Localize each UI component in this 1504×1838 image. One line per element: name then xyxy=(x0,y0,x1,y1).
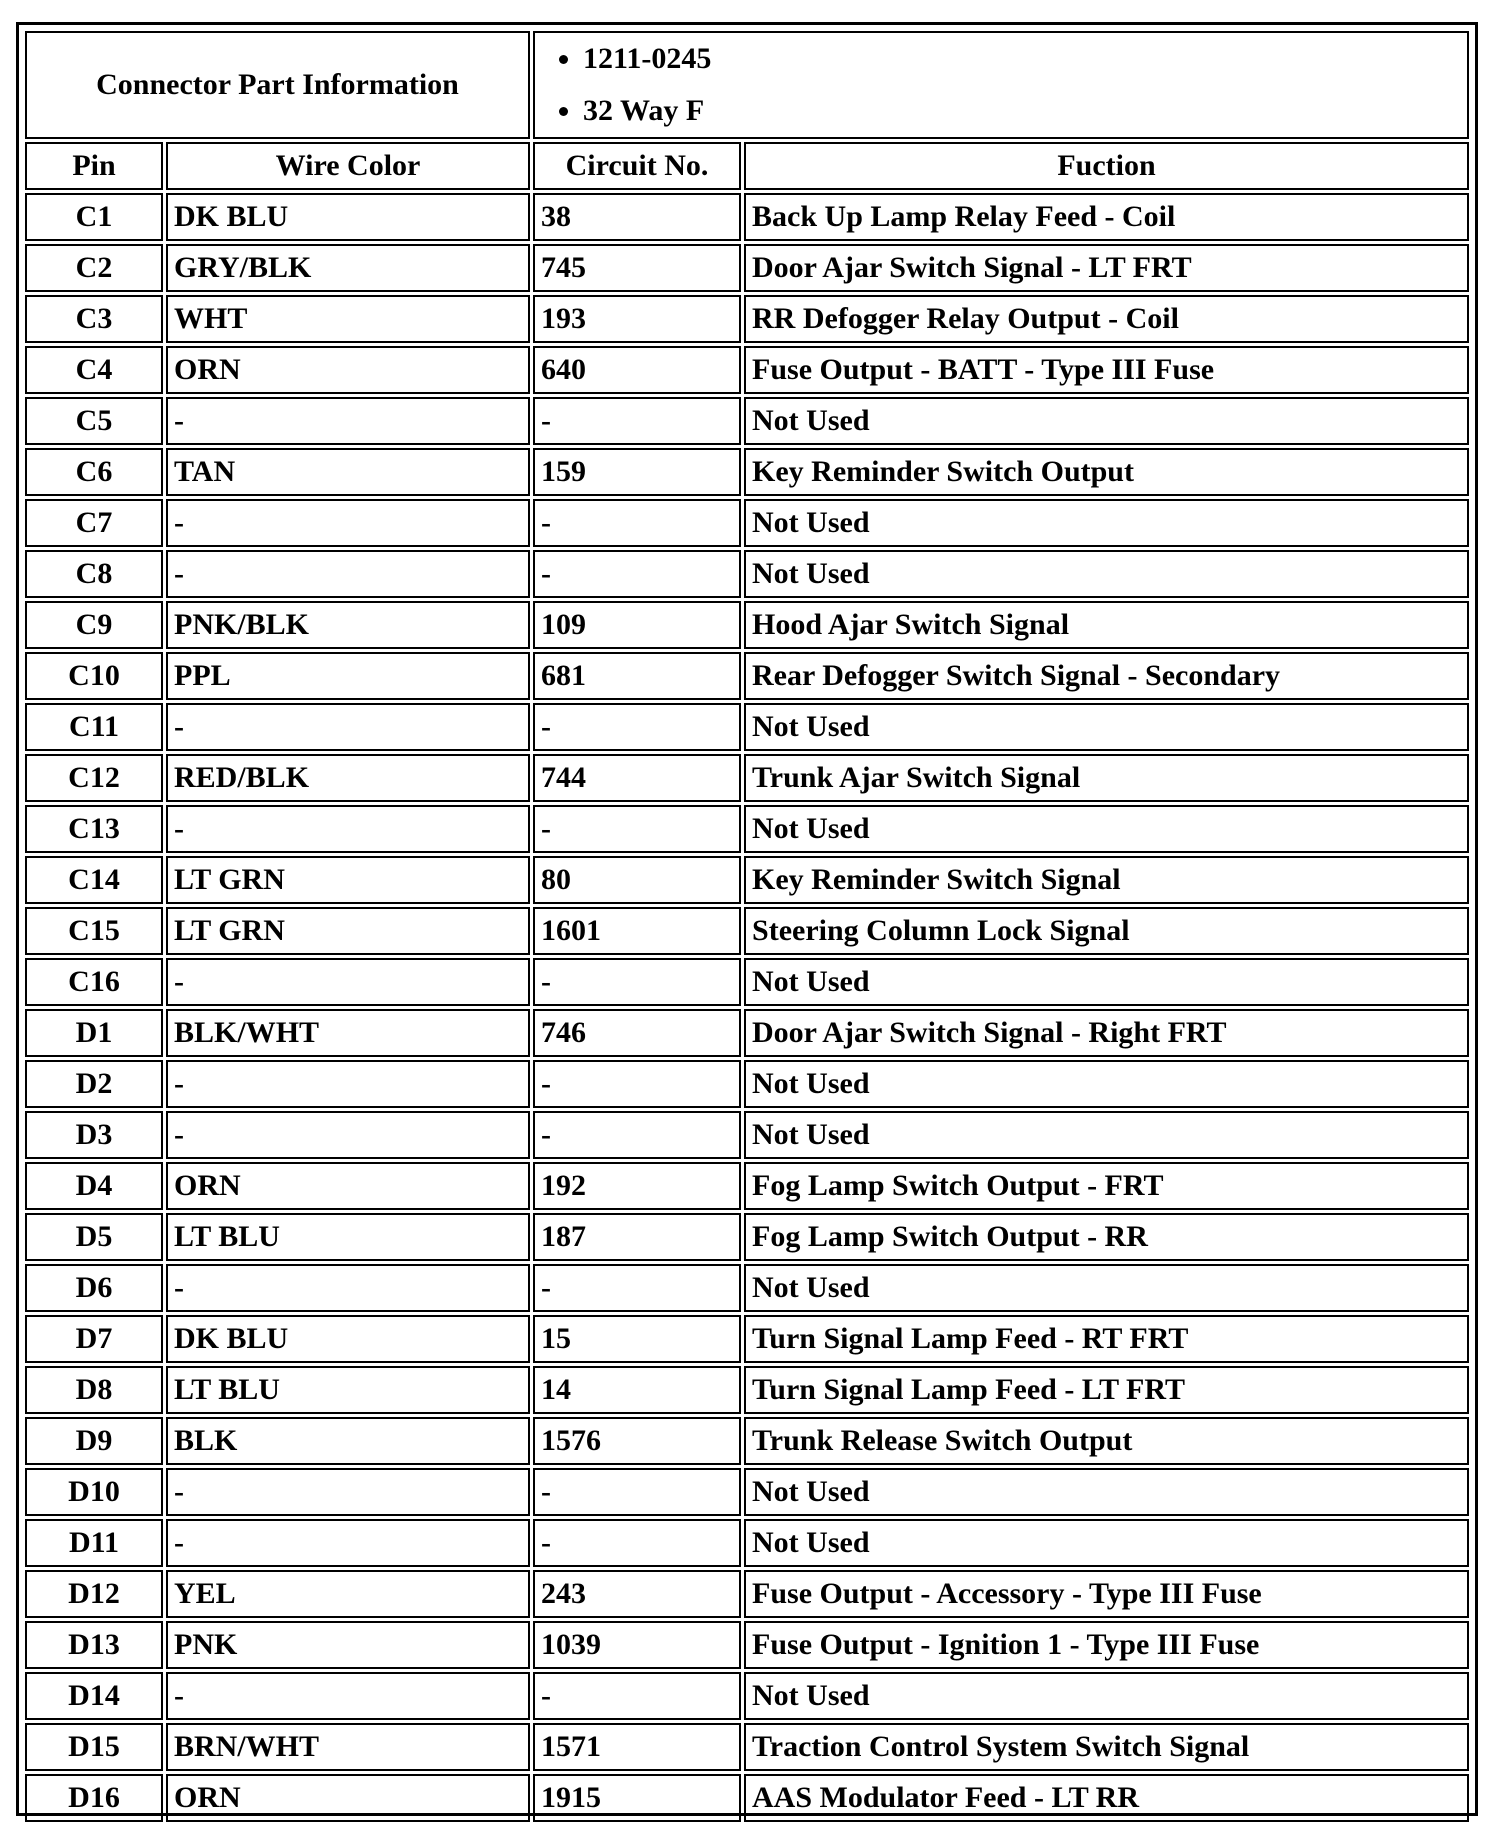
table-row xyxy=(25,1468,1469,1516)
wire-color-cell: - xyxy=(166,1519,530,1567)
wire-color-cell: LT GRN xyxy=(166,907,530,955)
circuit-cell: 681 xyxy=(533,652,741,700)
wire-color-cell: PPL xyxy=(166,652,530,700)
circuit-cell: - xyxy=(533,397,741,445)
circuit-cell: 109 xyxy=(533,601,741,649)
function-cell: Turn Signal Lamp Feed - LT FRT xyxy=(744,1366,1469,1414)
connector-info-label: Connector Part Information xyxy=(25,31,530,139)
circuit-cell: 1915 xyxy=(533,1774,741,1822)
header-function: Fuction xyxy=(744,142,1469,190)
pin-cell: D9 xyxy=(25,1417,163,1465)
function-cell: Not Used xyxy=(744,1468,1469,1516)
table-header-row xyxy=(25,142,1469,190)
table-row xyxy=(25,244,1469,292)
wire-color-cell: YEL xyxy=(166,1570,530,1618)
pin-cell: C9 xyxy=(25,601,163,649)
circuit-cell: 640 xyxy=(533,346,741,394)
pin-cell: C14 xyxy=(25,856,163,904)
header-pin: Pin xyxy=(25,142,163,190)
circuit-cell: 80 xyxy=(533,856,741,904)
table-row xyxy=(25,856,1469,904)
table-row xyxy=(25,1264,1469,1312)
circuit-cell: 745 xyxy=(533,244,741,292)
connector-table-frame xyxy=(16,22,1478,1816)
table-row xyxy=(25,397,1469,445)
pin-cell: C6 xyxy=(25,448,163,496)
wire-color-cell: WHT xyxy=(166,295,530,343)
wire-color-cell: LT GRN xyxy=(166,856,530,904)
table-row xyxy=(25,1162,1469,1210)
circuit-cell: 243 xyxy=(533,1570,741,1618)
function-cell: AAS Modulator Feed - LT RR xyxy=(744,1774,1469,1822)
function-cell: Traction Control System Switch Signal xyxy=(744,1723,1469,1771)
circuit-cell: 187 xyxy=(533,1213,741,1261)
pin-cell: D15 xyxy=(25,1723,163,1771)
table-row xyxy=(25,1621,1469,1669)
circuit-cell: - xyxy=(533,958,741,1006)
header-circuit: Circuit No. xyxy=(533,142,741,190)
header-wire-color: Wire Color xyxy=(166,142,530,190)
function-cell: Fog Lamp Switch Output - FRT xyxy=(744,1162,1469,1210)
wire-color-cell: RED/BLK xyxy=(166,754,530,802)
table-row xyxy=(25,1417,1469,1465)
table-row xyxy=(25,1366,1469,1414)
function-cell: Not Used xyxy=(744,1519,1469,1567)
wire-color-cell: - xyxy=(166,1672,530,1720)
wire-color-cell: - xyxy=(166,1468,530,1516)
pin-cell: D14 xyxy=(25,1672,163,1720)
circuit-cell: - xyxy=(533,1468,741,1516)
wire-color-cell: BRN/WHT xyxy=(166,1723,530,1771)
circuit-cell: 1576 xyxy=(533,1417,741,1465)
table-row xyxy=(25,754,1469,802)
function-cell: RR Defogger Relay Output - Coil xyxy=(744,295,1469,343)
table-row xyxy=(25,1315,1469,1363)
wire-color-cell: - xyxy=(166,550,530,598)
pin-cell: C12 xyxy=(25,754,163,802)
pin-cell: D16 xyxy=(25,1774,163,1822)
pin-cell: D13 xyxy=(25,1621,163,1669)
pin-cell: D2 xyxy=(25,1060,163,1108)
pin-cell: D12 xyxy=(25,1570,163,1618)
table-row xyxy=(25,601,1469,649)
pin-cell: C16 xyxy=(25,958,163,1006)
wire-color-cell: DK BLU xyxy=(166,1315,530,1363)
circuit-cell: - xyxy=(533,805,741,853)
table-row xyxy=(25,703,1469,751)
wire-color-cell: PNK/BLK xyxy=(166,601,530,649)
circuit-cell: - xyxy=(533,1519,741,1567)
table-row xyxy=(25,1519,1469,1567)
wire-color-cell: - xyxy=(166,703,530,751)
pin-cell: C8 xyxy=(25,550,163,598)
table-row xyxy=(25,499,1469,547)
circuit-cell: 15 xyxy=(533,1315,741,1363)
wire-color-cell: GRY/BLK xyxy=(166,244,530,292)
function-cell: Fuse Output - Ignition 1 - Type III Fuse xyxy=(744,1621,1469,1669)
table-row xyxy=(25,1009,1469,1057)
table-row xyxy=(25,193,1469,241)
wire-color-cell: - xyxy=(166,1111,530,1159)
pin-cell: C2 xyxy=(25,244,163,292)
wire-color-cell: ORN xyxy=(166,1162,530,1210)
wire-color-cell: - xyxy=(166,1060,530,1108)
connector-info-row xyxy=(25,31,1469,139)
wire-color-cell: PNK xyxy=(166,1621,530,1669)
wire-color-cell: - xyxy=(166,1264,530,1312)
circuit-cell: - xyxy=(533,703,741,751)
function-cell: Not Used xyxy=(744,703,1469,751)
function-cell: Turn Signal Lamp Feed - RT FRT xyxy=(744,1315,1469,1363)
wire-color-cell: - xyxy=(166,805,530,853)
pin-cell: D3 xyxy=(25,1111,163,1159)
function-cell: Hood Ajar Switch Signal xyxy=(744,601,1469,649)
pin-cell: D11 xyxy=(25,1519,163,1567)
function-cell: Door Ajar Switch Signal - LT FRT xyxy=(744,244,1469,292)
pin-cell: C5 xyxy=(25,397,163,445)
wire-color-cell: - xyxy=(166,499,530,547)
function-cell: Trunk Ajar Switch Signal xyxy=(744,754,1469,802)
function-cell: Back Up Lamp Relay Feed - Coil xyxy=(744,193,1469,241)
table-row xyxy=(25,907,1469,955)
circuit-cell: - xyxy=(533,1264,741,1312)
wire-color-cell: - xyxy=(166,958,530,1006)
table-row xyxy=(25,1213,1469,1261)
wire-color-cell: DK BLU xyxy=(166,193,530,241)
pin-cell: C10 xyxy=(25,652,163,700)
wire-color-cell: LT BLU xyxy=(166,1213,530,1261)
function-cell: Key Reminder Switch Signal xyxy=(744,856,1469,904)
pin-cell: C4 xyxy=(25,346,163,394)
pin-cell: C7 xyxy=(25,499,163,547)
circuit-cell: 746 xyxy=(533,1009,741,1057)
function-cell: Fuse Output - BATT - Type III Fuse xyxy=(744,346,1469,394)
circuit-cell: 14 xyxy=(533,1366,741,1414)
pin-cell: C13 xyxy=(25,805,163,853)
function-cell: Fog Lamp Switch Output - RR xyxy=(744,1213,1469,1261)
table-row xyxy=(25,1570,1469,1618)
function-cell: Not Used xyxy=(744,1264,1469,1312)
wire-color-cell: LT BLU xyxy=(166,1366,530,1414)
function-cell: Steering Column Lock Signal xyxy=(744,907,1469,955)
circuit-cell: 192 xyxy=(533,1162,741,1210)
pin-cell: C3 xyxy=(25,295,163,343)
table-row xyxy=(25,346,1469,394)
function-cell: Not Used xyxy=(744,805,1469,853)
function-cell: Key Reminder Switch Output xyxy=(744,448,1469,496)
table-row xyxy=(25,448,1469,496)
function-cell: Not Used xyxy=(744,1672,1469,1720)
wire-color-cell: BLK xyxy=(166,1417,530,1465)
pin-cell: C11 xyxy=(25,703,163,751)
circuit-cell: - xyxy=(533,499,741,547)
table-row xyxy=(25,652,1469,700)
circuit-cell: 193 xyxy=(533,295,741,343)
connector-info-list xyxy=(533,31,1469,139)
table-row xyxy=(25,1774,1469,1822)
pin-cell: C15 xyxy=(25,907,163,955)
circuit-cell: 1601 xyxy=(533,907,741,955)
function-cell: Trunk Release Switch Output xyxy=(744,1417,1469,1465)
pin-cell: D10 xyxy=(25,1468,163,1516)
connector-part-number: • 1211-0245 xyxy=(583,33,1467,85)
wire-color-cell: ORN xyxy=(166,346,530,394)
table-row xyxy=(25,295,1469,343)
pin-cell: C1 xyxy=(25,193,163,241)
wire-color-cell: - xyxy=(166,397,530,445)
table-row xyxy=(25,1723,1469,1771)
circuit-cell: 1039 xyxy=(533,1621,741,1669)
function-cell: Fuse Output - Accessory - Type III Fuse xyxy=(744,1570,1469,1618)
pin-cell: D6 xyxy=(25,1264,163,1312)
circuit-cell: 1571 xyxy=(533,1723,741,1771)
table-row xyxy=(25,805,1469,853)
function-cell: Not Used xyxy=(744,397,1469,445)
table-row xyxy=(25,1060,1469,1108)
connector-table xyxy=(22,28,1472,1825)
pin-cell: D8 xyxy=(25,1366,163,1414)
table-row xyxy=(25,550,1469,598)
connector-way-type: • 32 Way F xyxy=(583,85,1467,137)
circuit-cell: - xyxy=(533,1060,741,1108)
function-cell: Not Used xyxy=(744,1111,1469,1159)
wire-color-cell: TAN xyxy=(166,448,530,496)
pin-cell: D7 xyxy=(25,1315,163,1363)
function-cell: Not Used xyxy=(744,958,1469,1006)
circuit-cell: - xyxy=(533,1672,741,1720)
function-cell: Rear Defogger Switch Signal - Secondary xyxy=(744,652,1469,700)
circuit-cell: - xyxy=(533,1111,741,1159)
pin-cell: D1 xyxy=(25,1009,163,1057)
function-cell: Door Ajar Switch Signal - Right FRT xyxy=(744,1009,1469,1057)
function-cell: Not Used xyxy=(744,1060,1469,1108)
table-row xyxy=(25,1672,1469,1720)
pin-cell: D4 xyxy=(25,1162,163,1210)
table-row xyxy=(25,1111,1469,1159)
table-row xyxy=(25,958,1469,1006)
circuit-cell: - xyxy=(533,550,741,598)
function-cell: Not Used xyxy=(744,499,1469,547)
wire-color-cell: ORN xyxy=(166,1774,530,1822)
function-cell: Not Used xyxy=(744,550,1469,598)
circuit-cell: 38 xyxy=(533,193,741,241)
pin-cell: D5 xyxy=(25,1213,163,1261)
circuit-cell: 744 xyxy=(533,754,741,802)
circuit-cell: 159 xyxy=(533,448,741,496)
wire-color-cell: BLK/WHT xyxy=(166,1009,530,1057)
